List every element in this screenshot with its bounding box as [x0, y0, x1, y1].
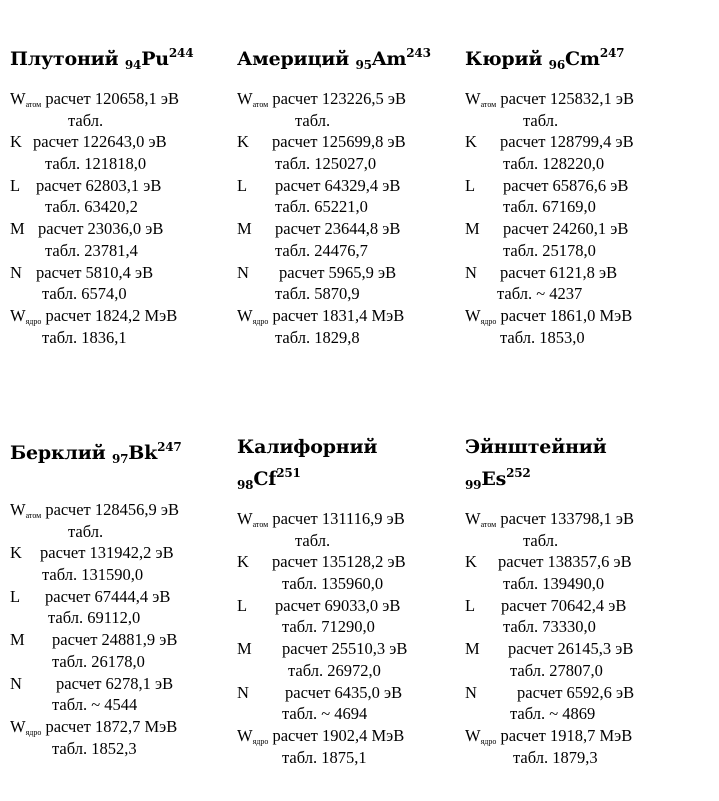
- k-label: K: [237, 552, 249, 572]
- w-nucleus-calc: расчет 1918,7 МэВ: [500, 725, 633, 745]
- w-nucleus-calc: расчет 1831,4 МэВ: [272, 305, 405, 325]
- k-line: [465, 131, 693, 153]
- w-atom-table-line: [465, 110, 693, 132]
- atomic-number: 96: [548, 58, 565, 72]
- l-line: [237, 175, 465, 197]
- w-nucleus-sub: ядро: [25, 316, 42, 326]
- n-table-line: [465, 703, 693, 725]
- m-table: табл. 26972,0: [288, 660, 381, 680]
- w-atom-label: W: [237, 509, 253, 528]
- w-nucleus-table-line: [10, 327, 238, 349]
- m-calc: расчет 25510,3 эВ: [282, 639, 408, 659]
- n-label: N: [237, 682, 249, 702]
- w-nucleus-calc: расчет 1902,4 МэВ: [272, 725, 405, 745]
- w-nucleus-line: [10, 305, 238, 327]
- n-table: табл. ~ 4237: [497, 284, 583, 304]
- m-table-line: [10, 651, 238, 673]
- n-table-line: [465, 283, 693, 305]
- n-table: табл. 5870,9: [275, 284, 360, 304]
- w-atom-label: W: [10, 89, 26, 108]
- w-nucleus-table-line: [465, 747, 693, 769]
- m-line: [465, 218, 693, 240]
- w-atom-sub: атом: [480, 100, 497, 109]
- k-label: K: [10, 132, 22, 152]
- l-table: табл. 63420,2: [45, 197, 138, 217]
- w-nucleus-table: табл. 1875,1: [282, 747, 367, 767]
- n-calc: расчет 6435,0 эВ: [285, 682, 403, 702]
- k-table: табл. 128220,0: [503, 154, 605, 174]
- w-atom-label: W: [465, 509, 481, 528]
- m-line: [237, 218, 465, 240]
- w-atom-sub: атом: [252, 100, 269, 109]
- w-atom-sub: атом: [25, 511, 42, 520]
- element-title: [465, 40, 693, 78]
- m-calc: расчет 23644,8 эВ: [275, 219, 401, 239]
- w-nucleus-table: табл. 1829,8: [275, 327, 360, 347]
- m-table: табл. 24476,7: [275, 240, 368, 260]
- l-line: [465, 175, 693, 197]
- n-label: N: [10, 673, 22, 693]
- w-nucleus-calc: расчет 1861,0 МэВ: [500, 305, 633, 325]
- n-label: N: [10, 262, 22, 282]
- m-label: M: [465, 639, 480, 659]
- w-nucleus-table: табл. 1879,3: [513, 747, 598, 767]
- l-line: [465, 595, 693, 617]
- l-table: табл. 67169,0: [503, 197, 596, 217]
- n-label: N: [465, 262, 477, 282]
- w-atom-table: табл.: [68, 521, 104, 541]
- m-table: табл. 27807,0: [510, 660, 603, 680]
- m-line: [10, 629, 238, 651]
- w-atom-table: табл.: [523, 110, 559, 130]
- w-nucleus-line: [237, 725, 465, 747]
- element-title: [237, 40, 465, 78]
- atomic-number: 97: [111, 452, 129, 466]
- w-atom-table: табл.: [295, 530, 331, 550]
- w-atom-table-line: [10, 110, 238, 132]
- l-label: L: [10, 175, 21, 195]
- n-label: N: [465, 682, 477, 702]
- k-calc: расчет 138357,6 эВ: [498, 552, 632, 572]
- element-symbol: Pu: [141, 48, 169, 70]
- element-symbol: Cf: [253, 468, 277, 490]
- l-calc: расчет 65876,6 эВ: [503, 175, 629, 195]
- w-nucleus-table-line: [465, 327, 693, 349]
- element-symbol: Am: [371, 48, 407, 70]
- l-table-line: [465, 196, 693, 218]
- n-table-line: [237, 703, 465, 725]
- w-atom-calc: расчет 128456,9 эВ: [45, 500, 179, 519]
- m-line: [237, 638, 465, 660]
- w-nucleus-calc: расчет 1824,2 МэВ: [45, 305, 178, 325]
- w-nucleus-label: W: [237, 725, 253, 745]
- w-nucleus-table: табл. 1853,0: [500, 327, 585, 347]
- w-atom-sub: атом: [25, 100, 42, 109]
- element-block-plutonium: [10, 40, 238, 348]
- m-label: M: [10, 219, 25, 239]
- mass-number: 251: [276, 466, 301, 480]
- k-table-line: [237, 573, 465, 595]
- w-atom-table: табл.: [68, 110, 104, 130]
- atomic-number: 94: [124, 58, 142, 72]
- l-table: табл. 69112,0: [48, 608, 141, 628]
- k-table-line: [10, 564, 238, 586]
- m-label: M: [10, 630, 25, 650]
- n-table-line: [10, 694, 238, 716]
- atomic-number: 98: [237, 478, 254, 492]
- k-label: K: [237, 132, 249, 152]
- w-nucleus-table-line: [237, 327, 465, 349]
- k-calc: расчет 131942,2 эВ: [40, 543, 174, 563]
- k-table: табл. 135960,0: [282, 574, 384, 594]
- l-table: табл. 65221,0: [275, 197, 368, 217]
- w-atom-table: табл.: [523, 530, 559, 550]
- w-nucleus-table-line: [237, 747, 465, 769]
- l-label: L: [465, 175, 476, 195]
- w-nucleus-sub: ядро: [252, 736, 269, 746]
- n-line: [465, 262, 693, 284]
- element-block-einsteinium: [465, 434, 693, 768]
- l-label: L: [237, 175, 248, 195]
- m-label: M: [237, 639, 252, 659]
- m-table: табл. 23781,4: [45, 240, 138, 260]
- k-table: табл. 121818,0: [45, 154, 147, 174]
- w-atom-calc: расчет 133798,1 эВ: [500, 509, 634, 528]
- w-nucleus-line: [465, 305, 693, 327]
- w-nucleus-sub: ядро: [25, 727, 42, 737]
- atomic-number: 99: [465, 478, 482, 492]
- w-nucleus-label: W: [10, 716, 26, 736]
- w-atom-line: [465, 88, 693, 110]
- element-block-berkelium: [10, 434, 238, 759]
- element-title: [10, 40, 238, 78]
- l-table-line: [237, 196, 465, 218]
- w-nucleus-calc: расчет 1872,7 МэВ: [45, 716, 178, 736]
- l-table-line: [465, 616, 693, 638]
- l-calc: расчет 64329,4 эВ: [275, 175, 401, 195]
- m-calc: расчет 26145,3 эВ: [508, 639, 634, 659]
- m-table-line: [237, 240, 465, 262]
- k-calc: расчет 128799,4 эВ: [500, 132, 634, 152]
- l-label: L: [465, 595, 476, 615]
- n-table-line: [10, 283, 238, 305]
- l-table-line: [10, 607, 238, 629]
- l-table-line: [10, 196, 238, 218]
- k-calc: расчет 122643,0 эВ: [33, 132, 167, 152]
- k-line: [10, 131, 238, 153]
- n-table: табл. 6574,0: [42, 284, 127, 304]
- n-table: табл. ~ 4869: [510, 704, 596, 724]
- atomic-number: 95: [355, 58, 372, 72]
- w-atom-table: табл.: [295, 110, 331, 130]
- k-label: K: [465, 552, 477, 572]
- k-label: K: [10, 543, 22, 563]
- n-calc: расчет 6121,8 эВ: [500, 262, 618, 282]
- n-line: [10, 262, 238, 284]
- w-nucleus-line: [465, 725, 693, 747]
- w-nucleus-line: [237, 305, 465, 327]
- element-symbol: Cm: [564, 48, 600, 70]
- w-atom-line: [237, 88, 465, 110]
- l-calc: расчет 67444,4 эВ: [45, 586, 171, 606]
- l-calc: расчет 62803,1 эВ: [36, 175, 162, 195]
- m-label: M: [237, 219, 252, 239]
- l-label: L: [237, 595, 248, 615]
- m-table-line: [237, 660, 465, 682]
- element-name: Эйнштейний: [465, 436, 607, 458]
- m-label: M: [465, 219, 480, 239]
- n-calc: расчет 6278,1 эВ: [56, 673, 174, 693]
- w-atom-sub: атом: [252, 520, 269, 529]
- m-table-line: [465, 240, 693, 262]
- element-name: Берклий: [10, 442, 106, 464]
- m-calc: расчет 23036,0 эВ: [38, 219, 164, 239]
- l-table-line: [237, 616, 465, 638]
- w-atom-label: W: [237, 89, 253, 108]
- w-nucleus-label: W: [465, 305, 481, 325]
- w-atom-table-line: [237, 530, 465, 552]
- l-table: табл. 71290,0: [282, 617, 375, 637]
- w-atom-table-line: [237, 110, 465, 132]
- mass-number: 243: [406, 46, 431, 60]
- w-nucleus-sub: ядро: [480, 736, 497, 746]
- w-atom-table-line: [10, 521, 238, 543]
- element-title: [465, 434, 693, 498]
- l-line: [237, 595, 465, 617]
- k-line: [465, 551, 693, 573]
- l-calc: расчет 69033,0 эВ: [275, 595, 401, 615]
- w-atom-sub: атом: [480, 520, 497, 529]
- n-label: N: [237, 262, 249, 282]
- n-calc: расчет 6592,6 эВ: [517, 682, 635, 702]
- k-line: [237, 131, 465, 153]
- w-nucleus-table-line: [10, 738, 238, 760]
- k-line: [237, 551, 465, 573]
- m-table-line: [10, 240, 238, 262]
- m-line: [465, 638, 693, 660]
- k-table-line: [237, 153, 465, 175]
- n-line: [10, 673, 238, 695]
- element-symbol: Es: [481, 468, 507, 490]
- mass-number: 247: [599, 46, 625, 60]
- k-table-line: [10, 153, 238, 175]
- mass-number: 247: [157, 440, 182, 454]
- w-nucleus-label: W: [10, 305, 26, 325]
- element-block-curium: [465, 40, 693, 348]
- n-calc: расчет 5810,4 эВ: [36, 262, 154, 282]
- w-atom-calc: расчет 120658,1 эВ: [45, 89, 179, 108]
- k-table-line: [465, 573, 693, 595]
- element-block-americium: [237, 40, 465, 348]
- w-atom-line: [465, 508, 693, 530]
- element-name: Кюрий: [465, 48, 543, 70]
- n-table: табл. ~ 4694: [282, 704, 368, 724]
- m-line: [10, 218, 238, 240]
- element-title: [237, 434, 465, 498]
- k-calc: расчет 135128,2 эВ: [272, 552, 406, 572]
- w-nucleus-sub: ядро: [480, 316, 497, 326]
- w-atom-table-line: [465, 530, 693, 552]
- w-atom-line: [237, 508, 465, 530]
- k-table: табл. 125027,0: [275, 154, 377, 174]
- element-symbol: Bk: [128, 442, 158, 464]
- m-table: табл. 26178,0: [52, 651, 145, 671]
- k-table: табл. 131590,0: [42, 565, 144, 585]
- n-table-line: [237, 283, 465, 305]
- m-table-line: [465, 660, 693, 682]
- l-line: [10, 586, 238, 608]
- w-atom-label: W: [465, 89, 481, 108]
- element-name: Калифорний: [237, 436, 378, 458]
- l-table: табл. 73330,0: [503, 617, 596, 637]
- mass-number: 244: [168, 46, 194, 60]
- element-name: Америций: [237, 48, 350, 70]
- n-calc: расчет 5965,9 эВ: [279, 262, 397, 282]
- l-calc: расчет 70642,4 эВ: [501, 595, 627, 615]
- w-nucleus-sub: ядро: [252, 316, 269, 326]
- m-calc: расчет 24260,1 эВ: [503, 219, 629, 239]
- element-title: [10, 434, 238, 472]
- w-nucleus-label: W: [465, 725, 481, 745]
- n-table: табл. ~ 4544: [52, 695, 138, 715]
- m-table: табл. 25178,0: [503, 240, 596, 260]
- w-nucleus-table: табл. 1852,3: [52, 738, 137, 758]
- n-line: [465, 682, 693, 704]
- mass-number: 252: [506, 466, 531, 480]
- element-name: Плутоний: [10, 48, 119, 70]
- w-nucleus-table: табл. 1836,1: [42, 327, 127, 347]
- k-line: [10, 542, 238, 564]
- l-label: L: [10, 586, 21, 606]
- n-line: [237, 682, 465, 704]
- element-block-californium: [237, 434, 465, 768]
- w-atom-calc: расчет 125832,1 эВ: [500, 89, 634, 108]
- w-nucleus-line: [10, 716, 238, 738]
- w-nucleus-label: W: [237, 305, 253, 325]
- k-table-line: [465, 153, 693, 175]
- w-atom-line: [10, 88, 238, 110]
- w-atom-calc: расчет 131116,9 эВ: [272, 509, 405, 528]
- w-atom-line: [10, 499, 238, 521]
- k-label: K: [465, 132, 477, 152]
- w-atom-label: W: [10, 500, 26, 519]
- l-line: [10, 175, 238, 197]
- n-line: [237, 262, 465, 284]
- m-calc: расчет 24881,9 эВ: [52, 630, 178, 650]
- k-table: табл. 139490,0: [503, 574, 605, 594]
- k-calc: расчет 125699,8 эВ: [272, 132, 406, 152]
- w-atom-calc: расчет 123226,5 эВ: [272, 89, 406, 108]
